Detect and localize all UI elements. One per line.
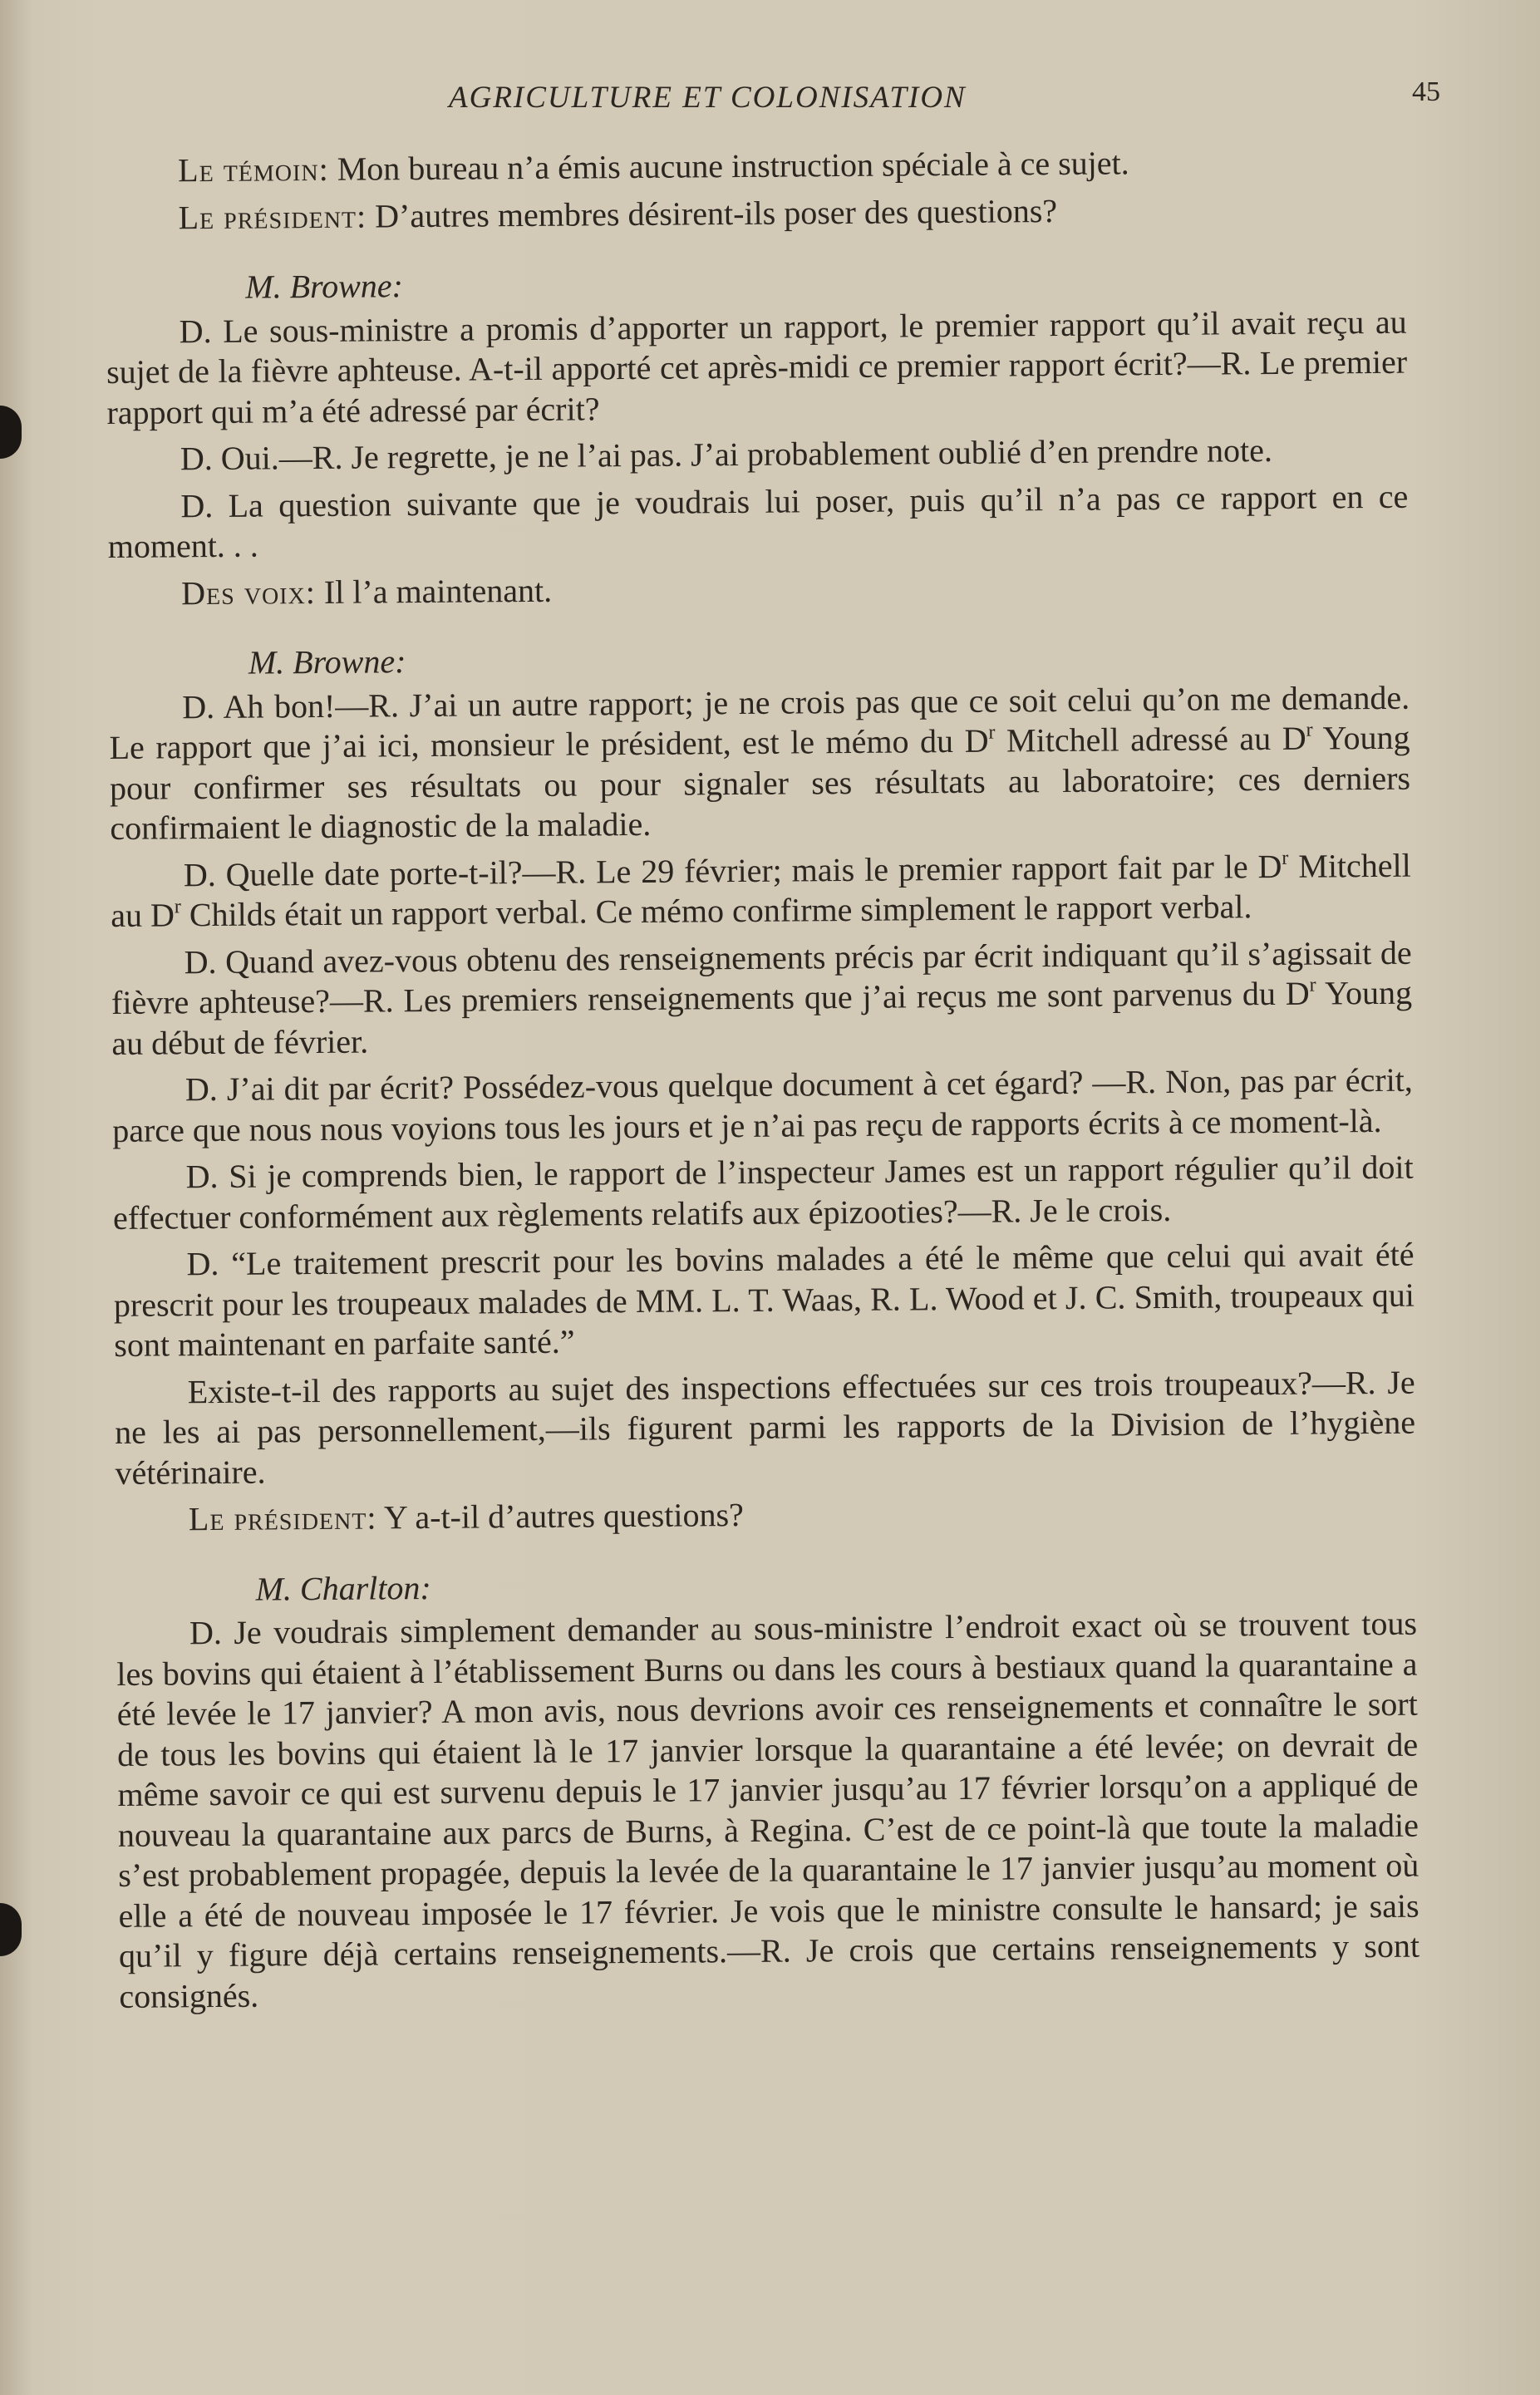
page-header [100, 76, 1440, 118]
paragraph [111, 932, 1412, 1064]
paragraph [105, 188, 1405, 239]
speaker-role: Le président: [178, 197, 367, 236]
paragraph: D. Oui.—R. Je regrette, je ne l’ai pas. J’ai probablement oublié d’en prendre note. [180, 430, 1273, 478]
paragraph: Existe-t-il des rapports au sujet des inspections effectuées sur ces trois troupeaux?—R. Je ne les ai pas personnellement,—ils figurent parmi les rapports de la Division de l’hygiène vétérinaire. [114, 1363, 1416, 1492]
speaker-heading: M. Charlton: [255, 1568, 431, 1608]
page-number: 45 [1412, 76, 1440, 107]
superscript: r [1309, 974, 1316, 996]
paragraph [116, 1490, 1416, 1541]
paragraph [111, 845, 1412, 936]
paragraph: D. La question suivante que je voudrais lui poser, puis qu’il n’a pas ce rapport en ce moment. . . [107, 477, 1409, 565]
paragraph-text: D. Quand avez-vous obtenu des renseignements précis par écrit indiquant qu’il s’agissait de fièvre aphteuse?—R. Les premiers renseignements que j’ai reçus me sont parvenus du D [111, 933, 1412, 1021]
paragraph-text: D. Ah bon!—R. J’ai un autre rapport; je ne crois pas que ce soit celui qu’on me demande. Le rapport que j’ai ici, monsieur le président, est le mémo du D [109, 678, 1410, 766]
paragraph-text: D’autres membres désirent-ils poser des questions? [366, 191, 1058, 235]
superscript: r [1306, 719, 1313, 741]
paragraph-text: Mitchell au D [111, 846, 1411, 934]
paragraph-text: Childs était un rapport verbal. Ce mémo confirme simplement le rapport verbal. [180, 888, 1252, 934]
paragraph-text: Young au début de février. [111, 973, 1413, 1062]
paragraph [109, 677, 1410, 848]
paragraph-text: Mon bureau n’a émis aucune instruction spéciale à ce sujet. [328, 144, 1129, 188]
page-body [105, 141, 1420, 2024]
superscript: r [1282, 847, 1289, 869]
paragraph: D. Le sous-ministre a promis d’apporter un rapport, le premier rapport qu’il avait reçu au sujet de la fièvre aphteuse. A-t-il apporté cet après-midi ce premier rapport écrit?—R. Le premier rapport qui m’a été adressé par écrit? [106, 302, 1408, 431]
speaker-role: Des voix: [180, 573, 317, 612]
paragraph: D. “Le traitement prescrit pour les bovins malades a été le même que celui qui avait été prescrit pour les troupeaux malades de MM. L. T. Waas, R. L. Wood et J. C. Smith, troupeaux qui sont maintenant en parfaite santé.” [113, 1235, 1415, 1364]
binding-hole [0, 1903, 22, 1956]
superscript: r [988, 721, 996, 744]
paragraph-text: Young pour confirmer ses résultats ou pour signaler ses résultats au laboratoire; ces derniers confirmaient le diagnostic de la maladie. [109, 718, 1411, 847]
running-title: AGRICULTURE ET COLONISATION [449, 81, 967, 115]
speaker-role: Le président: [188, 1498, 377, 1538]
paragraph: D. Je voudrais simplement demander au sous-ministre l’endroit exact où se trouvent tous les bovins qui étaient à l’établissement Burns ou dans les cours à bestiaux quand la quarantaine a été levée le 17 janvier? A mon avis, nous devrions avoir ces renseignements et connaître le sort de tous les bovins qui étaient là le 17 janvier lorsque la quarantaine a été levée; on devrait de même savoir ce qui est survenu depuis le 17 janvier jusqu’au 17 février lorsqu’on a appliqué de nouveau la quarantaine aux parcs de Burns, à Regina. C’est de ce point-là que toute la maladie s’est probablement propagée, depuis la levée de la quarantaine le 17 janvier jusqu’au moment où elle a été de nouveau imposée le 17 février. Je vois que le ministre consulte le hansard; je sais qu’il y figure déjà certains renseignements.—R. Je crois que certains renseignements y sont consignés. [116, 1604, 1420, 2015]
speaker-heading: M. Browne: [245, 267, 404, 306]
paragraph-text: Y a-t-il d’autres questions? [376, 1496, 744, 1537]
paragraph-text: D. Quelle date porte-t-il?—R. Le 29 février; mais le premier rapport fait par le D [183, 847, 1282, 893]
paragraph [105, 141, 1405, 192]
paragraph: D. Si je comprends bien, le rapport de l’inspecteur James est un rapport régulier qu’il doit effectuer conformément aux règlements relatifs aux épizooties?—R. Je le crois. [112, 1148, 1414, 1237]
paragraph: D. J’ai dit par écrit? Possédez-vous quelque document à cet égard? —R. Non, pas par écrit, parce que nous nous voyions tous les jours et je n’ai pas reçu de rapports écrits à ce moment-là. [112, 1060, 1413, 1149]
binding-hole [0, 406, 22, 459]
paragraph [108, 563, 1409, 614]
paragraph-text: Il l’a maintenant. [315, 571, 553, 611]
speaker-role: Le témoin: [178, 150, 329, 189]
speaker-heading: M. Browne: [248, 642, 406, 681]
superscript: r [174, 896, 181, 918]
paragraph-text: Mitchell adressé au D [995, 719, 1306, 760]
